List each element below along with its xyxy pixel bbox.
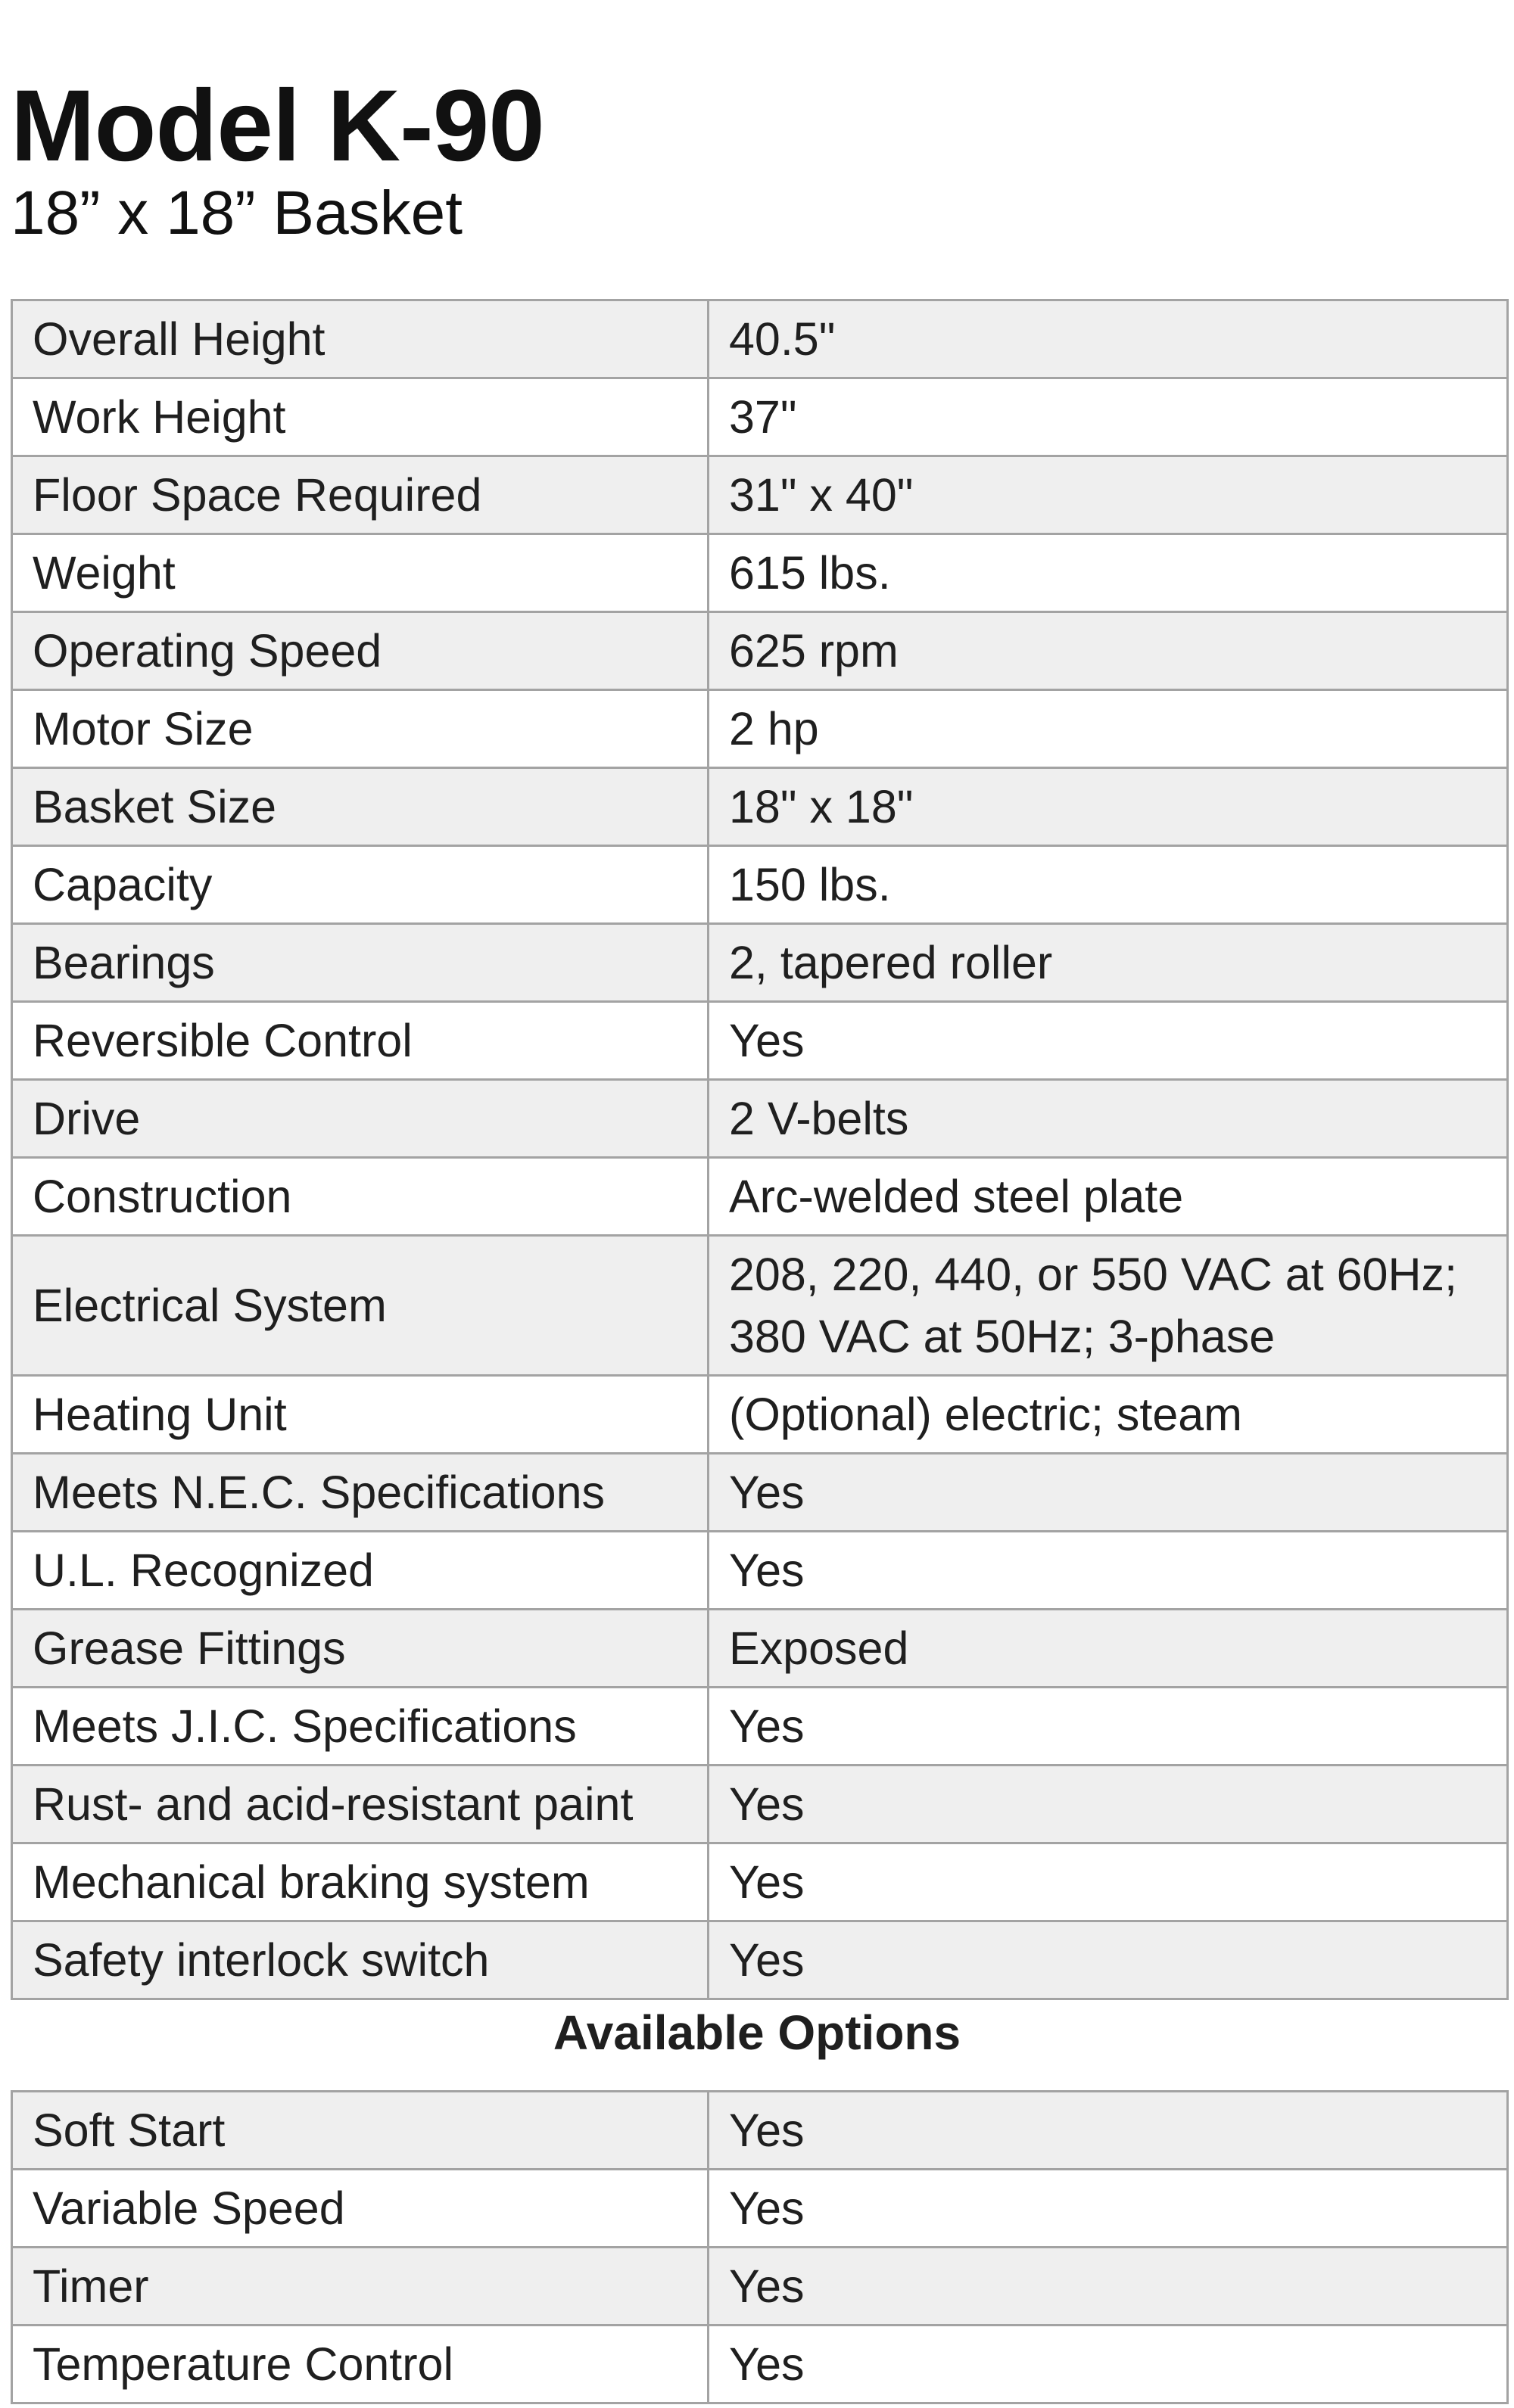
option-row-temperature-control (12, 2326, 1508, 2403)
spec-label: Drive (12, 1080, 709, 1158)
spec-label: Overall Height (12, 300, 709, 378)
spec-value: (Optional) electric; steam (709, 1376, 1508, 1454)
spec-label: Grease Fittings (12, 1610, 709, 1688)
spec-row-drive (12, 1080, 1508, 1158)
options-table (11, 2090, 1509, 2404)
option-label: Variable Speed (12, 2170, 709, 2248)
spec-value: 625 rpm (709, 612, 1508, 690)
option-row-soft-start (12, 2092, 1508, 2170)
spec-value: 2, tapered roller (709, 924, 1508, 1002)
spec-row-operating-speed (12, 612, 1508, 690)
spec-value: 2 hp (709, 690, 1508, 768)
spec-row-work-height (12, 378, 1508, 456)
spec-value: 2 V-belts (709, 1080, 1508, 1158)
option-label: Soft Start (12, 2092, 709, 2170)
spec-value: 37" (709, 378, 1508, 456)
spec-row-motor-size (12, 690, 1508, 768)
spec-value: 40.5" (709, 300, 1508, 378)
spec-value: Yes (709, 1688, 1508, 1766)
spec-label: Heating Unit (12, 1376, 709, 1454)
spec-row-basket-size (12, 768, 1508, 846)
spec-value: 150 lbs. (709, 846, 1508, 924)
option-value: Yes (709, 2092, 1508, 2170)
spec-row-jic (12, 1688, 1508, 1766)
options-heading: Available Options (553, 2005, 961, 2060)
spec-value: Yes (709, 1454, 1508, 1532)
spec-label: Floor Space Required (12, 456, 709, 534)
spec-row-construction (12, 1158, 1508, 1236)
spec-row-heating-unit (12, 1376, 1508, 1454)
spec-label: Basket Size (12, 768, 709, 846)
option-label: Temperature Control (12, 2326, 709, 2403)
spec-row-capacity (12, 846, 1508, 924)
spec-label: Meets N.E.C. Specifications (12, 1454, 709, 1532)
spec-label: Weight (12, 534, 709, 612)
option-value: Yes (709, 2170, 1508, 2248)
spec-row-weight (12, 534, 1508, 612)
spec-value: Yes (709, 1921, 1508, 1999)
spec-label: U.L. Recognized (12, 1532, 709, 1610)
page-title: Model K-90 (11, 70, 544, 182)
spec-row-nec (12, 1454, 1508, 1532)
spec-row-overall-height (12, 300, 1508, 378)
spec-label: Motor Size (12, 690, 709, 768)
spec-label: Mechanical braking system (12, 1843, 709, 1921)
spec-label: Operating Speed (12, 612, 709, 690)
spec-row-braking (12, 1843, 1508, 1921)
spec-row-bearings (12, 924, 1508, 1002)
spec-row-reversible-control (12, 1002, 1508, 1080)
spec-label: Safety interlock switch (12, 1921, 709, 1999)
specifications-table (11, 299, 1509, 2000)
spec-row-interlock (12, 1921, 1508, 1999)
spec-label: Rust- and acid-resistant paint (12, 1766, 709, 1843)
option-value: Yes (709, 2326, 1508, 2403)
page-subtitle: 18” x 18” Basket (11, 179, 463, 247)
spec-label: Work Height (12, 378, 709, 456)
spec-label: Capacity (12, 846, 709, 924)
spec-value: Arc-welded steel plate (709, 1158, 1508, 1236)
spec-row-grease-fittings (12, 1610, 1508, 1688)
spec-value: Yes (709, 1843, 1508, 1921)
spec-row-electrical-system (12, 1236, 1508, 1376)
spec-value: Exposed (709, 1610, 1508, 1688)
option-value: Yes (709, 2248, 1508, 2326)
spec-value: Yes (709, 1766, 1508, 1843)
spec-row-paint (12, 1766, 1508, 1843)
option-label: Timer (12, 2248, 709, 2326)
spec-value: 18" x 18" (709, 768, 1508, 846)
spec-label: Reversible Control (12, 1002, 709, 1080)
spec-label: Meets J.I.C. Specifications (12, 1688, 709, 1766)
spec-label: Construction (12, 1158, 709, 1236)
spec-label: Electrical System (12, 1236, 709, 1376)
spec-row-ul (12, 1532, 1508, 1610)
option-row-timer (12, 2248, 1508, 2326)
spec-label: Bearings (12, 924, 709, 1002)
option-row-variable-speed (12, 2170, 1508, 2248)
spec-row-floor-space (12, 456, 1508, 534)
spec-value: Yes (709, 1532, 1508, 1610)
spec-value: 615 lbs. (709, 534, 1508, 612)
spec-value: Yes (709, 1002, 1508, 1080)
spec-value: 208, 220, 440, or 550 VAC at 60Hz; 380 VAC at 50Hz; 3-phase (709, 1236, 1508, 1376)
spec-value: 31" x 40" (709, 456, 1508, 534)
